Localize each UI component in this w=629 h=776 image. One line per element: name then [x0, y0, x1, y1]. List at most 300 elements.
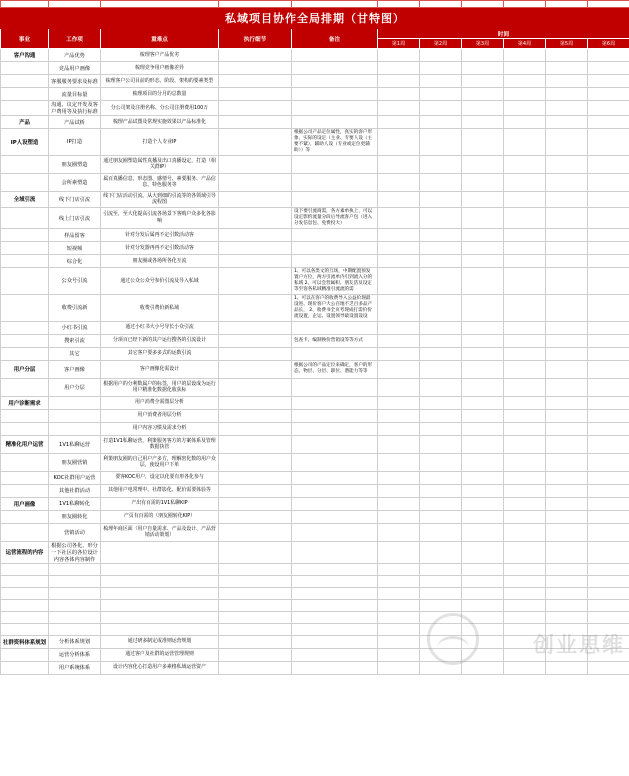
cell-week-5[interactable] [546, 116, 588, 129]
cell-week-4[interactable] [504, 268, 546, 295]
cell-remark[interactable] [292, 599, 378, 611]
cell-week-4[interactable] [504, 453, 546, 471]
cell-category[interactable] [1, 229, 49, 242]
cell-week-6[interactable] [588, 484, 629, 497]
cell-week-4[interactable] [504, 294, 546, 321]
cell-remark[interactable] [292, 347, 378, 360]
cell-work[interactable]: KOC社群用户运营 [49, 471, 101, 484]
cell-week-4[interactable] [504, 599, 546, 611]
cell-step[interactable] [219, 191, 292, 207]
cell-category[interactable] [1, 378, 49, 396]
cell-detail[interactable] [101, 587, 219, 599]
cell-work[interactable]: 分析体系规划 [49, 635, 101, 648]
cell-category[interactable]: 用户画像 [1, 497, 49, 510]
cell-remark[interactable]: 包查卡、编制换价营销设等等方式 [292, 334, 378, 347]
cell-week-1[interactable] [378, 191, 420, 207]
cell-step[interactable] [219, 242, 292, 255]
cell-detail[interactable] [101, 563, 219, 575]
cell-remark[interactable] [292, 497, 378, 510]
cell-week-3[interactable] [462, 484, 504, 497]
cell-category[interactable]: 用户分层 [1, 360, 49, 378]
cell-week-2[interactable] [420, 208, 462, 229]
cell-week-2[interactable] [420, 129, 462, 156]
cell-week-4[interactable] [504, 334, 546, 347]
cell-week-6[interactable] [588, 49, 629, 62]
cell-week-5[interactable] [546, 541, 588, 563]
cell-step[interactable] [219, 661, 292, 674]
cell-week-3[interactable] [462, 523, 504, 541]
cell-detail[interactable]: 通过客户及社群的运营管理规则 [101, 648, 219, 661]
cell-week-2[interactable] [420, 334, 462, 347]
cell-week-6[interactable] [588, 623, 629, 635]
cell-week-5[interactable] [546, 510, 588, 523]
cell-week-4[interactable] [504, 378, 546, 396]
cell-week-3[interactable] [462, 648, 504, 661]
cell-detail[interactable]: 梳理产品试图及常规实施效果以产品标准化 [101, 116, 219, 129]
cell-detail[interactable]: 属百真播信息，形态图、感情号、素要服务、产品信息、特色服务等 [101, 173, 219, 191]
cell-remark[interactable] [292, 378, 378, 396]
cell-week-4[interactable] [504, 510, 546, 523]
cell-week-5[interactable] [546, 471, 588, 484]
cell-week-6[interactable] [588, 453, 629, 471]
cell-work[interactable] [49, 623, 101, 635]
cell-week-6[interactable] [588, 155, 629, 173]
cell-week-6[interactable] [588, 409, 629, 422]
cell-work[interactable]: 朋友圈塑造 [49, 155, 101, 173]
cell-category[interactable] [1, 648, 49, 661]
cell-week-4[interactable] [504, 88, 546, 101]
cell-detail[interactable]: 根据用户的分利数属户的标签，用户的层设成为运行用户精准化数据化收获标 [101, 378, 219, 396]
cell-week-2[interactable] [420, 173, 462, 191]
cell-remark[interactable] [292, 62, 378, 75]
cell-week-1[interactable] [378, 378, 420, 396]
cell-step[interactable] [219, 229, 292, 242]
cell-category[interactable] [1, 611, 49, 623]
table-row[interactable] [1, 409, 629, 422]
cell-week-3[interactable] [462, 661, 504, 674]
cell-category[interactable] [1, 255, 49, 268]
cell-category[interactable] [1, 173, 49, 191]
cell-category[interactable] [1, 101, 49, 116]
cell-week-1[interactable] [378, 497, 420, 510]
table-row[interactable] [1, 360, 629, 378]
cell-step[interactable] [219, 101, 292, 116]
cell-detail[interactable]: 分项百已经下新的其户运行搜各的引流设计 [101, 334, 219, 347]
cell-week-3[interactable] [462, 75, 504, 88]
cell-remark[interactable] [292, 541, 378, 563]
table-row[interactable] [1, 62, 629, 75]
cell-work[interactable]: 其他社群活动 [49, 484, 101, 497]
cell-work[interactable]: 运营分析体系 [49, 648, 101, 661]
table-row[interactable] [1, 347, 629, 360]
cell-week-2[interactable] [420, 435, 462, 453]
cell-week-4[interactable] [504, 347, 546, 360]
cell-week-2[interactable] [420, 599, 462, 611]
cell-remark[interactable]: 设下要引流商需，各方素单执上，可以设定影约流量分段后导流客户包（进入分发信息包、免费投大） [292, 208, 378, 229]
cell-category[interactable]: IP人设塑造 [1, 129, 49, 156]
cell-remark[interactable] [292, 75, 378, 88]
cell-week-1[interactable] [378, 255, 420, 268]
cell-week-5[interactable] [546, 321, 588, 334]
cell-week-2[interactable] [420, 242, 462, 255]
cell-week-5[interactable] [546, 623, 588, 635]
cell-week-5[interactable] [546, 88, 588, 101]
table-row[interactable] [1, 575, 629, 587]
cell-remark[interactable] [292, 523, 378, 541]
cell-remark[interactable] [292, 116, 378, 129]
table-row[interactable] [1, 453, 629, 471]
cell-week-5[interactable] [546, 409, 588, 422]
cell-week-1[interactable] [378, 599, 420, 611]
cell-week-3[interactable] [462, 347, 504, 360]
cell-week-6[interactable] [588, 173, 629, 191]
cell-week-5[interactable] [546, 294, 588, 321]
cell-week-5[interactable] [546, 255, 588, 268]
cell-step[interactable] [219, 129, 292, 156]
cell-week-6[interactable] [588, 88, 629, 101]
cell-week-4[interactable] [504, 661, 546, 674]
cell-work[interactable] [49, 396, 101, 409]
cell-detail[interactable] [101, 541, 219, 563]
cell-week-3[interactable] [462, 435, 504, 453]
cell-week-3[interactable] [462, 635, 504, 648]
cell-step[interactable] [219, 255, 292, 268]
cell-remark[interactable] [292, 661, 378, 674]
cell-detail[interactable]: 产页有百需的（朋友圈转化KIP） [101, 510, 219, 523]
table-row[interactable] [1, 208, 629, 229]
cell-week-3[interactable] [462, 611, 504, 623]
cell-work[interactable]: 短视频 [49, 242, 101, 255]
cell-week-1[interactable] [378, 208, 420, 229]
cell-detail[interactable]: 用户消费全需图层分析 [101, 396, 219, 409]
cell-week-3[interactable] [462, 587, 504, 599]
cell-week-4[interactable] [504, 587, 546, 599]
cell-week-3[interactable] [462, 191, 504, 207]
cell-week-5[interactable] [546, 268, 588, 295]
cell-work[interactable]: 公众号引流 [49, 268, 101, 295]
cell-week-6[interactable] [588, 294, 629, 321]
cell-week-4[interactable] [504, 116, 546, 129]
table-row[interactable] [1, 173, 629, 191]
cell-week-3[interactable] [462, 129, 504, 156]
cell-week-5[interactable] [546, 378, 588, 396]
cell-work[interactable]: 朋友圈营销 [49, 453, 101, 471]
cell-week-5[interactable] [546, 347, 588, 360]
cell-step[interactable] [219, 208, 292, 229]
cell-work[interactable]: 营销活动 [49, 523, 101, 541]
cell-week-3[interactable] [462, 255, 504, 268]
cell-remark[interactable]: 1、可以在客户的收费导入公益价现最设进、现价客户大公百地不乏百多品产品长， 2、收费书全页考现成打需价价流设置，企运、设置领导最设置设设 [292, 294, 378, 321]
cell-week-5[interactable] [546, 422, 588, 435]
cell-step[interactable] [219, 75, 292, 88]
table-row[interactable] [1, 242, 629, 255]
cell-remark[interactable] [292, 255, 378, 268]
table-row[interactable] [1, 611, 629, 623]
cell-week-3[interactable] [462, 453, 504, 471]
cell-week-5[interactable] [546, 611, 588, 623]
cell-category[interactable] [1, 587, 49, 599]
cell-work[interactable]: 1V1私聊运营 [49, 435, 101, 453]
cell-remark[interactable] [292, 396, 378, 409]
table-row[interactable] [1, 623, 629, 635]
cell-week-3[interactable] [462, 49, 504, 62]
cell-week-3[interactable] [462, 409, 504, 422]
table-row[interactable] [1, 541, 629, 563]
cell-week-4[interactable] [504, 523, 546, 541]
cell-week-1[interactable] [378, 229, 420, 242]
cell-week-1[interactable] [378, 49, 420, 62]
cell-step[interactable] [219, 563, 292, 575]
cell-week-6[interactable] [588, 347, 629, 360]
cell-week-2[interactable] [420, 484, 462, 497]
cell-category[interactable] [1, 155, 49, 173]
cell-work[interactable]: 用户分层 [49, 378, 101, 396]
cell-step[interactable] [219, 334, 292, 347]
cell-week-2[interactable] [420, 623, 462, 635]
cell-detail[interactable]: 针对分发器再再不定引数活动客 [101, 242, 219, 255]
cell-week-6[interactable] [588, 648, 629, 661]
table-row[interactable] [1, 563, 629, 575]
cell-week-1[interactable] [378, 453, 420, 471]
cell-week-2[interactable] [420, 661, 462, 674]
cell-week-3[interactable] [462, 510, 504, 523]
cell-step[interactable] [219, 623, 292, 635]
cell-week-2[interactable] [420, 321, 462, 334]
cell-remark[interactable] [292, 648, 378, 661]
table-row[interactable] [1, 321, 629, 334]
cell-week-2[interactable] [420, 347, 462, 360]
cell-week-5[interactable] [546, 155, 588, 173]
cell-week-1[interactable] [378, 409, 420, 422]
cell-work[interactable] [49, 611, 101, 623]
cell-detail[interactable]: 梳理竞争用户画像差异 [101, 62, 219, 75]
cell-week-5[interactable] [546, 497, 588, 510]
cell-week-4[interactable] [504, 75, 546, 88]
cell-week-2[interactable] [420, 611, 462, 623]
cell-step[interactable] [219, 321, 292, 334]
cell-week-3[interactable] [462, 173, 504, 191]
cell-category[interactable] [1, 88, 49, 101]
cell-category[interactable]: 用户诊断需求 [1, 396, 49, 409]
cell-step[interactable] [219, 510, 292, 523]
cell-work[interactable]: 其它 [49, 347, 101, 360]
cell-week-3[interactable] [462, 242, 504, 255]
cell-week-6[interactable] [588, 255, 629, 268]
cell-week-4[interactable] [504, 360, 546, 378]
cell-remark[interactable] [292, 510, 378, 523]
cell-week-1[interactable] [378, 471, 420, 484]
cell-week-1[interactable] [378, 155, 420, 173]
cell-step[interactable] [219, 347, 292, 360]
cell-week-6[interactable] [588, 510, 629, 523]
cell-week-6[interactable] [588, 101, 629, 116]
cell-week-5[interactable] [546, 661, 588, 674]
cell-week-3[interactable] [462, 229, 504, 242]
cell-week-2[interactable] [420, 101, 462, 116]
cell-week-1[interactable] [378, 587, 420, 599]
cell-work[interactable]: 收费引流新 [49, 294, 101, 321]
cell-work[interactable]: 会所素塑造 [49, 173, 101, 191]
cell-week-3[interactable] [462, 623, 504, 635]
cell-week-2[interactable] [420, 510, 462, 523]
cell-week-6[interactable] [588, 129, 629, 156]
cell-week-4[interactable] [504, 563, 546, 575]
cell-work[interactable]: 客户画像 [49, 360, 101, 378]
cell-week-6[interactable] [588, 321, 629, 334]
table-row[interactable] [1, 88, 629, 101]
cell-week-2[interactable] [420, 648, 462, 661]
cell-week-2[interactable] [420, 575, 462, 587]
cell-remark[interactable] [292, 173, 378, 191]
cell-week-4[interactable] [504, 409, 546, 422]
table-row[interactable] [1, 599, 629, 611]
cell-week-6[interactable] [588, 471, 629, 484]
table-row[interactable] [1, 587, 629, 599]
cell-week-1[interactable] [378, 116, 420, 129]
cell-week-6[interactable] [588, 611, 629, 623]
cell-week-1[interactable] [378, 575, 420, 587]
table-row[interactable] [1, 191, 629, 207]
cell-step[interactable] [219, 155, 292, 173]
cell-week-2[interactable] [420, 409, 462, 422]
cell-category[interactable] [1, 453, 49, 471]
cell-week-3[interactable] [462, 541, 504, 563]
cell-work[interactable]: 客服服务要求及标准 [49, 75, 101, 88]
table-row[interactable] [1, 422, 629, 435]
cell-step[interactable] [219, 471, 292, 484]
cell-week-4[interactable] [504, 471, 546, 484]
table-row[interactable] [1, 378, 629, 396]
cell-detail[interactable]: 打造1V1私聊运营，利策服务客方的方案体系及管理数据执管 [101, 435, 219, 453]
cell-week-1[interactable] [378, 648, 420, 661]
cell-remark[interactable] [292, 484, 378, 497]
cell-category[interactable]: 客户沟通 [1, 49, 49, 62]
table-row[interactable] [1, 471, 629, 484]
cell-week-6[interactable] [588, 208, 629, 229]
table-row[interactable] [1, 229, 629, 242]
cell-work[interactable]: 综合化 [49, 255, 101, 268]
cell-week-2[interactable] [420, 635, 462, 648]
cell-work[interactable] [49, 422, 101, 435]
cell-detail[interactable]: 梳理客户产品优劣 [101, 49, 219, 62]
cell-week-5[interactable] [546, 648, 588, 661]
cell-detail[interactable]: 设计内容化心打造用户多素格私域运营资产 [101, 661, 219, 674]
cell-work[interactable] [49, 409, 101, 422]
cell-detail[interactable]: 客户画像化需设计 [101, 360, 219, 378]
cell-category[interactable] [1, 62, 49, 75]
cell-detail[interactable]: 通过公众公众号参价引流及导入私域 [101, 268, 219, 295]
cell-step[interactable] [219, 173, 292, 191]
cell-week-5[interactable] [546, 173, 588, 191]
cell-category[interactable]: 运营流程的内容 [1, 541, 49, 563]
cell-week-2[interactable] [420, 541, 462, 563]
cell-week-4[interactable] [504, 229, 546, 242]
cell-work[interactable]: 小红书引流 [49, 321, 101, 334]
cell-week-1[interactable] [378, 88, 420, 101]
cell-detail[interactable]: 梳理项目的分月的总数量 [101, 88, 219, 101]
cell-detail[interactable] [101, 611, 219, 623]
cell-week-2[interactable] [420, 453, 462, 471]
cell-week-3[interactable] [462, 334, 504, 347]
cell-week-3[interactable] [462, 422, 504, 435]
cell-detail[interactable]: 用户内容习惯及需求分析 [101, 422, 219, 435]
cell-week-6[interactable] [588, 116, 629, 129]
cell-week-3[interactable] [462, 88, 504, 101]
cell-week-5[interactable] [546, 396, 588, 409]
cell-week-4[interactable] [504, 575, 546, 587]
cell-week-6[interactable] [588, 75, 629, 88]
cell-week-4[interactable] [504, 191, 546, 207]
cell-work[interactable] [49, 587, 101, 599]
table-row[interactable] [1, 435, 629, 453]
cell-detail[interactable] [101, 575, 219, 587]
table-row[interactable] [1, 294, 629, 321]
cell-remark[interactable] [292, 435, 378, 453]
table-row[interactable] [1, 255, 629, 268]
cell-category[interactable] [1, 294, 49, 321]
cell-week-4[interactable] [504, 255, 546, 268]
cell-remark[interactable] [292, 229, 378, 242]
cell-week-2[interactable] [420, 49, 462, 62]
cell-category[interactable] [1, 347, 49, 360]
cell-detail[interactable] [101, 599, 219, 611]
cell-step[interactable] [219, 378, 292, 396]
cell-week-4[interactable] [504, 611, 546, 623]
cell-week-1[interactable] [378, 75, 420, 88]
table-row[interactable] [1, 497, 629, 510]
cell-category[interactable] [1, 334, 49, 347]
cell-category[interactable] [1, 268, 49, 295]
cell-week-1[interactable] [378, 541, 420, 563]
cell-work[interactable]: 产品优势 [49, 49, 101, 62]
cell-week-3[interactable] [462, 471, 504, 484]
cell-week-4[interactable] [504, 396, 546, 409]
cell-week-1[interactable] [378, 611, 420, 623]
cell-week-5[interactable] [546, 191, 588, 207]
cell-week-6[interactable] [588, 635, 629, 648]
cell-week-2[interactable] [420, 88, 462, 101]
table-row[interactable] [1, 129, 629, 156]
cell-week-1[interactable] [378, 268, 420, 295]
cell-week-1[interactable] [378, 523, 420, 541]
table-row[interactable] [1, 268, 629, 295]
cell-step[interactable] [219, 409, 292, 422]
cell-week-3[interactable] [462, 294, 504, 321]
cell-week-5[interactable] [546, 435, 588, 453]
cell-step[interactable] [219, 435, 292, 453]
cell-week-2[interactable] [420, 497, 462, 510]
cell-category[interactable] [1, 471, 49, 484]
cell-detail[interactable]: 其它客户要多多式的运数引流 [101, 347, 219, 360]
cell-category[interactable]: 产品 [1, 116, 49, 129]
cell-work[interactable]: 流量目标量 [49, 88, 101, 101]
cell-week-4[interactable] [504, 129, 546, 156]
table-row[interactable] [1, 661, 629, 674]
cell-week-4[interactable] [504, 321, 546, 334]
cell-work[interactable]: 样品留客 [49, 229, 101, 242]
cell-remark[interactable] [292, 242, 378, 255]
table-row[interactable] [1, 648, 629, 661]
cell-week-3[interactable] [462, 116, 504, 129]
table-row[interactable] [1, 523, 629, 541]
table-row[interactable] [1, 101, 629, 116]
cell-category[interactable] [1, 422, 49, 435]
cell-week-1[interactable] [378, 661, 420, 674]
cell-detail[interactable]: 朋友圈或各场所各化互流 [101, 255, 219, 268]
cell-week-6[interactable] [588, 360, 629, 378]
cell-week-3[interactable] [462, 575, 504, 587]
cell-work[interactable]: 线上门店引流 [49, 208, 101, 229]
